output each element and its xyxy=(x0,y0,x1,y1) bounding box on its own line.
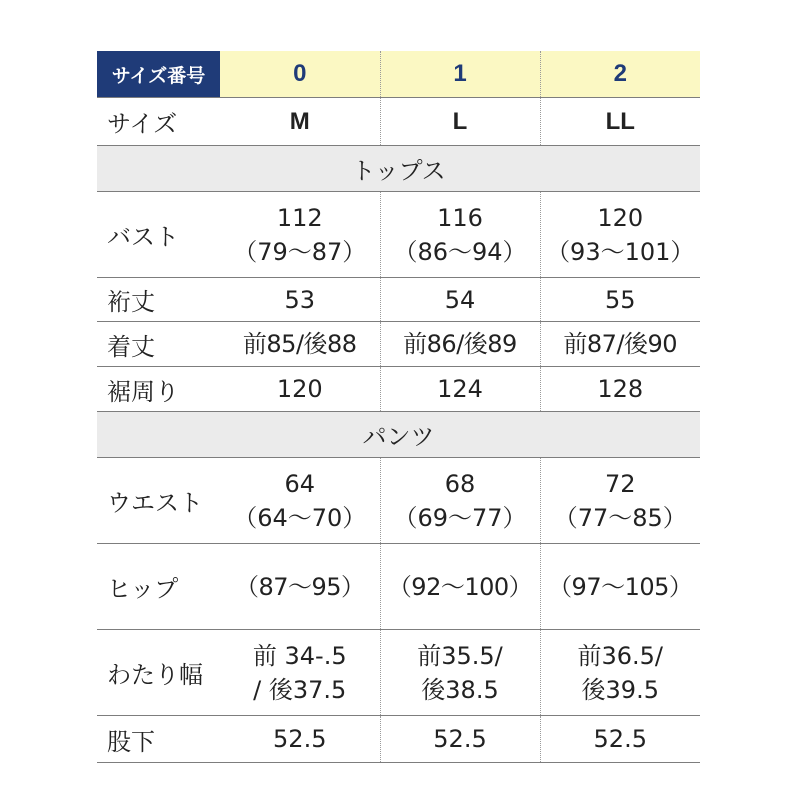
bust-value-0-range: （79〜87） xyxy=(233,237,367,266)
hem-circumference-row xyxy=(97,367,700,412)
hip-value-0: （87〜95） xyxy=(220,544,380,630)
bust-value-0 xyxy=(220,192,380,278)
thigh-width-value-1-front: 前35.5/ xyxy=(417,641,503,670)
pants-section-label: パンツ xyxy=(97,412,700,458)
inseam-value-0: 52.5 xyxy=(220,716,380,763)
hip-value-1: （92〜100） xyxy=(380,544,540,630)
waist-value-1-main: 68 xyxy=(444,469,476,498)
waist-value-0-main: 64 xyxy=(284,469,316,498)
hem-circumference-value-1: 124 xyxy=(380,367,540,412)
bust-value-1 xyxy=(380,192,540,278)
size-number-0: 0 xyxy=(220,51,380,98)
length-value-0: 前85/後88 xyxy=(220,322,380,367)
thigh-width-value-0-front: 前 34-.5 xyxy=(252,641,347,670)
sleeve-length-value-1: 54 xyxy=(380,278,540,322)
sleeve-length-row xyxy=(97,278,700,322)
thigh-width-row xyxy=(97,630,700,716)
sleeve-length-label: 裄丈 xyxy=(97,278,220,322)
waist-value-2 xyxy=(540,458,700,544)
size-value-m: M xyxy=(220,98,380,146)
length-value-1: 前86/後89 xyxy=(380,322,540,367)
inseam-value-1: 52.5 xyxy=(380,716,540,763)
size-row xyxy=(97,98,700,146)
bust-value-2-main: 120 xyxy=(597,203,644,232)
bust-value-2 xyxy=(540,192,700,278)
waist-value-2-range: （77〜85） xyxy=(553,503,687,532)
waist-value-1-range: （69〜77） xyxy=(393,503,527,532)
pants-section-row xyxy=(97,412,700,458)
size-number-label: サイズ番号 xyxy=(97,51,220,98)
size-number-header-row xyxy=(97,51,700,98)
waist-row xyxy=(97,458,700,544)
size-value-l: L xyxy=(380,98,540,146)
thigh-width-value-2 xyxy=(540,630,700,716)
size-label: サイズ xyxy=(97,98,220,146)
tops-section-label: トップス xyxy=(97,146,700,192)
bust-value-1-main: 116 xyxy=(437,203,483,232)
length-row xyxy=(97,322,700,367)
length-label: 着丈 xyxy=(97,322,220,367)
thigh-width-value-0-back: / 後37.5 xyxy=(253,675,347,704)
waist-value-0-range: （64〜70） xyxy=(233,503,367,532)
hip-value-2: （97〜105） xyxy=(540,544,700,630)
bust-row xyxy=(97,192,700,278)
bust-value-0-main: 112 xyxy=(276,203,323,232)
thigh-width-value-2-back: 後39.5 xyxy=(581,675,659,704)
tops-section-row xyxy=(97,146,700,192)
bust-value-2-range: （93〜101） xyxy=(546,237,695,266)
size-chart-table xyxy=(97,51,700,763)
thigh-width-value-2-front: 前36.5/ xyxy=(577,641,664,670)
thigh-width-value-1 xyxy=(380,630,540,716)
size-number-1: 1 xyxy=(380,51,540,98)
waist-value-2-main: 72 xyxy=(604,469,636,498)
inseam-label: 股下 xyxy=(97,716,220,763)
hip-row xyxy=(97,544,700,630)
hem-circumference-value-0: 120 xyxy=(220,367,380,412)
hem-circumference-value-2: 128 xyxy=(540,367,700,412)
waist-value-0 xyxy=(220,458,380,544)
hem-circumference-label: 裾周り xyxy=(97,367,220,412)
thigh-width-value-0 xyxy=(220,630,380,716)
inseam-row xyxy=(97,716,700,763)
bust-value-1-range: （86〜94） xyxy=(393,237,527,266)
sleeve-length-value-2: 55 xyxy=(540,278,700,322)
inseam-value-2: 52.5 xyxy=(540,716,700,763)
sleeve-length-value-0: 53 xyxy=(220,278,380,322)
thigh-width-label: わたり幅 xyxy=(97,630,220,716)
size-value-ll: LL xyxy=(540,98,700,146)
hip-label: ヒップ xyxy=(97,544,220,630)
size-number-2: 2 xyxy=(540,51,700,98)
thigh-width-value-1-back: 後38.5 xyxy=(421,675,499,704)
waist-value-1 xyxy=(380,458,540,544)
length-value-2: 前87/後90 xyxy=(540,322,700,367)
bust-label: バスト xyxy=(97,192,220,278)
waist-label: ウエスト xyxy=(97,458,220,544)
